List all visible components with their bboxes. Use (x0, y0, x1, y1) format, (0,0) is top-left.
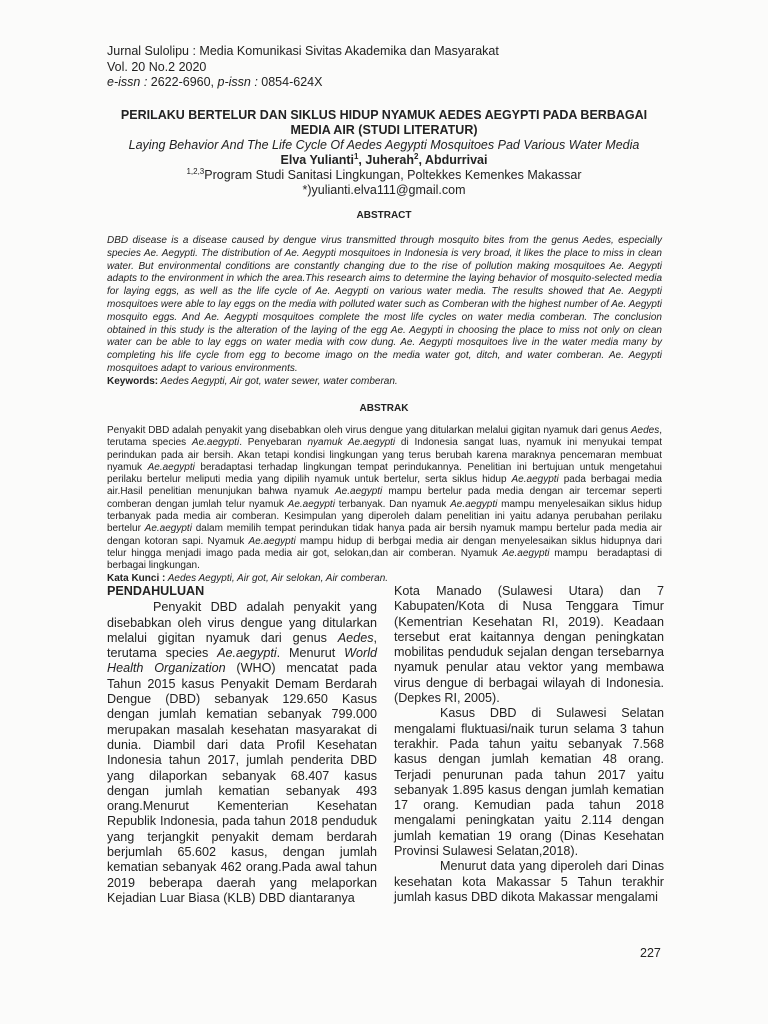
body-column-left (107, 584, 377, 906)
affiliation: $^{1,2,3}$Program Studi Sanitasi Lingkungan, Poltekkes Kemenkes Makassar (186, 166, 582, 182)
page-number: 227 (640, 946, 661, 960)
article-title-english: Laying Behavior And The Life Cycle Of Aedes Aegypti Mosquitoes Pad Various Water Media (128, 138, 640, 152)
body-paragraph: Menurut data yang diperoleh dari Dinas kesehatan kota Makassar 5 Tahun terakhir jumlah kasus DBD dikota Makassar mengalami (394, 859, 664, 904)
journal-name: Jurnal Sulolipu : Media Komunikasi Sivitas Akademika dan Masyarakat (107, 44, 499, 58)
author-list: Elva Yulianti$^1$, Juherah$^2$, Abdurrivai (280, 151, 488, 167)
body-paragraph: Kasus DBD di Sulawesi Selatan mengalami fluktuasi/naik turun selama 3 tahun terakhir. Pada tahun yaitu sebanyak 7.568 kasus dengan jumlah kematian 48 orang. Terjadi penurunan pada tahun 2017 yaitu sebanyak 1.895 kasus dengan jumlah kematian 17 orang. Kemudian pada tahun 2018 mengalami peningkatan yaitu 2.114 dengan jumlah kematian 19 orang (Dinas Kesehatan Provinsi Sulawesi Selatan,2018). (394, 706, 664, 859)
body-paragraph: Penyakit DBD adalah penyakit yang disebabkan oleh virus dengue yang ditularkan melalui gigitan nyamuk dari genus Aedes, terutama species Ae.aegypti. Menurut World Health Organization (WHO) mencatat pada Tahun 2015 kasus Penyakit Demam Berdarah Dengue (DBD) sebanyak 129.650 Kasus dengan jumlah kematian sebanyak 799.000 merupakan masalah kesehatan masyarakat di dunia. Diambil dari data Profil Kesehatan Indonesia tahun 2017, jumlah penderita DBD yang dilaporkan sebanyak 68.407 kasus dengan jumlah kematian sebanyak 493 orang.Menurut Kementerian Kesehatan Republik Indonesia, pada tahun 2018 penduduk yang terjangkit penyakit demam berdarah berjumlah 65.602 kasus, dengan jumlah kematian sebanyak 462 orang.Pada awal tahun 2019 beberapa daerah yang melaporkan Kejadian Luar Biasa (KLB) DBD diantaranya (107, 600, 377, 905)
abstract-english-text: DBD disease is a disease caused by dengue virus transmitted through mosquito bites from the genus Aedes, especially species Ae. Aegypti. The distribution of Ae. Aegypti mosquitoes in Indonesia is very broad, it likes the place to miss in clean water. But environmental conditions are constantly changing due to the rise of pollution making mosquitoes Ae. Aegypti adapts to the environment in which the area.This research aims to determine the laying behavior of mosquito-selected media for laying eggs, as well as the life cycle of Ae. Aegypti on various water media. The results showed that Ae. Aegypti mosquitoes were able to lay eggs on the media with polluted water such as Comberan with the highest number of Ae. Aegypti mosquito eggs. And Ae. Aegypti mosquitoes complete the most life cycles on water media comberan. The conclusion obtained in this study is the alteration of the laying of the egg Ae. Aegypti in choosing the place to miss not only on clean water can be able to lay eggs on water media with cow dung. Ae. Aegypti mosquitoes live in the water media many by completing his life cycle from egg to become imago on the media water got, ditch, and water comberan. Ae. Aegypti mosquitoes adapt to various environments. (107, 235, 662, 374)
journal-issn: e-issn : 2622-6960, p-issn : 0854-624X (107, 75, 323, 89)
journal-header (107, 44, 667, 91)
author-email: *)yulianti.elva111@gmail.com (302, 183, 466, 197)
section-heading-pendahuluan: PENDAHULUAN (107, 584, 205, 598)
body-column-right (394, 584, 664, 905)
keywords-text: Aedes Aegypti, Air got, water sewer, water comberan. (158, 375, 398, 387)
article-title-line-1: PERILAKU BERTELUR DAN SIKLUS HIDUP NYAMUK AEDES AEGYPTI PADA BERBAGAI (120, 108, 648, 122)
article-title-line-2: MEDIA AIR (STUDI LITERATUR) (290, 123, 478, 137)
journal-volume: Vol. 20 No.2 2020 (107, 59, 207, 74)
kata-kunci-text: Aedes Aegypti, Air got, Air selokan, Air comberan. (165, 572, 389, 584)
keywords-label: Keywords: (107, 375, 159, 387)
abstract-heading: ABSTRACT (356, 210, 412, 221)
abstract-indonesian: Penyakit DBD adalah penyakit yang disebabkan oleh virus dengue yang ditularkan melalui gigitan nyamuk dari genus Aedes, terutama species Ae.aegypti. Penyebaran nyamuk Ae.aegypti di Indonesia sangat luas, nyamuk ini menyukai tempat perindukan pada air bersih. Akan tetapi kondisi lingkungan yang terus berubah karena maraknya pencemaran membuat nyamuk Ae.aegypti beradaptasi terhadap lingkungan tempat perindukannya. Penelitian ini bertujuan untuk mengetahui perilaku bertelur meliputi media yang dipilih nyamuk untuk bertelur, serta siklus hidup Ae.aegypti pada berbagai media air.Hasil penelitian menunjukan bahwa nyamuk Ae.aegypti mampu bertelur pada media dengan air tercemar seperti comberan dengan jumlah telur nyamuk Ae.aegypti terbanyak. Dan nyamuk Ae.aegypti mampu menyelesaikan siklus hidup terbanyak pada media air comberan. Kesimpulan yang diperoleh dalam penelitian ini yaitu adanya perubahan perilaku bertelur Ae.aegypti dalam memilih tempat perindukan tidak hanya pada air bersih nyamuk mampu bertelur pada media air dengan kotoran sapi. Nyamuk Ae.aegypti mampu hidup di berbgai media air dengan menyelesaikan siklus hidupnya dari telur hingga menjadi imago pada media air got, selokan,dan air comberan. Nyamuk Ae.aegypti mampu beradaptasi di berbagai lingkungan. Kata Kunci : Aedes Aegypti, Air got, Air selokan, Air comberan. (107, 425, 662, 584)
article-title-block (100, 108, 668, 198)
abstrak-heading: ABSTRAK (359, 403, 409, 414)
body-paragraph: Kota Manado (Sulawesi Utara) dan 7 Kabupaten/Kota di Nusa Tenggara Timur (Kementrian Kesehatan RI, 2019). Keadaan tersebut erat kaitannya dengan peningkatan mobilitas penduduk sejalan dengan tersebarnya nyamuk penular atau vektor yang membawa virus dengue di berbagai wilayah di Indonesia. (Depkes RI, 2005). (394, 584, 664, 706)
abstract-english (107, 235, 662, 389)
kata-kunci-label: Kata Kunci : (107, 572, 166, 584)
